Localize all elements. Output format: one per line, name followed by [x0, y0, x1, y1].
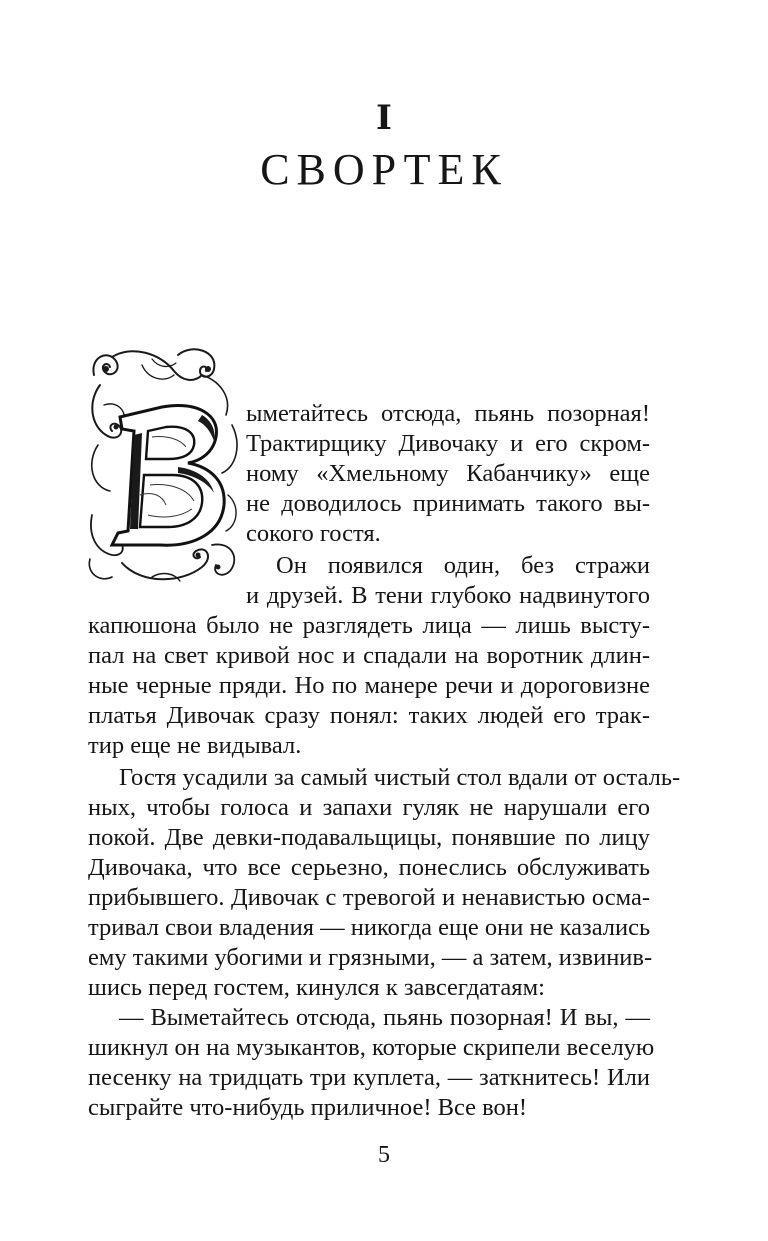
text-line: шись перед гостем, кинулся к завсегдатаям: [88, 974, 545, 1001]
text-line: Трактирщику Дивочаку и его скром- [246, 430, 650, 457]
chapter-title: СВОРТЕК [260, 145, 508, 194]
text-line: капюшона было не разглядеть лица — лишь высту- [88, 612, 650, 639]
text-line: Гостя усадили за самый чистый стол вдали от осталь- [119, 764, 681, 791]
text-line: ных, чтобы голоса и запахи гуляк не нарушали его [88, 794, 650, 821]
text-line: сыграйте что-нибудь приличное! Все вон! [88, 1094, 528, 1121]
text-line: покой. Две девки-подавальщицы, понявшие по лицу [88, 824, 650, 851]
text-line: не доводилось принимать такого вы- [246, 490, 650, 517]
text-line: платья Дивочак сразу понял: таких людей его трак- [88, 702, 650, 729]
text-line: прибывшего. Дивочак с тревогой и ненавистью осма- [88, 884, 650, 911]
text-line: сокого гостя. [246, 520, 381, 547]
text-line: Он появился один, без стражи [276, 552, 650, 579]
text-line: ные черные пряди. Но по манере речи и дороговизне [88, 672, 650, 699]
text-line: — Выметайтесь отсюда, пьянь позорная! И вы, — [119, 1004, 650, 1031]
text-line: ыметайтесь отсюда, пьянь позорная! [246, 400, 650, 427]
text-line: ему такими убогими и грязными, — а затем, извинив- [88, 944, 653, 971]
text-line: шикнул он на музыкантов, которые скрипели веселую [88, 1034, 655, 1061]
text-line: тир еще не видывал. [88, 732, 302, 759]
ornamental-initial-v-icon [82, 345, 242, 585]
text-line: и друзей. В тени глубоко надвинутого [246, 582, 650, 609]
chapter-number: I [376, 98, 392, 138]
text-line: ному «Хмельному Кабанчику» еще [246, 460, 650, 487]
text-line: песенку на тридцать три куплета, — заткнитесь! Или [88, 1064, 650, 1091]
text-line: Дивочака, что все серьезно, понеслись обслуживать [88, 854, 650, 881]
text-line: пал на свет кривой нос и спадали на воротник длин- [88, 642, 650, 669]
page-number: 5 [378, 1142, 390, 1168]
text-line: тривал свои владения — никогда еще они не казались [88, 914, 651, 941]
